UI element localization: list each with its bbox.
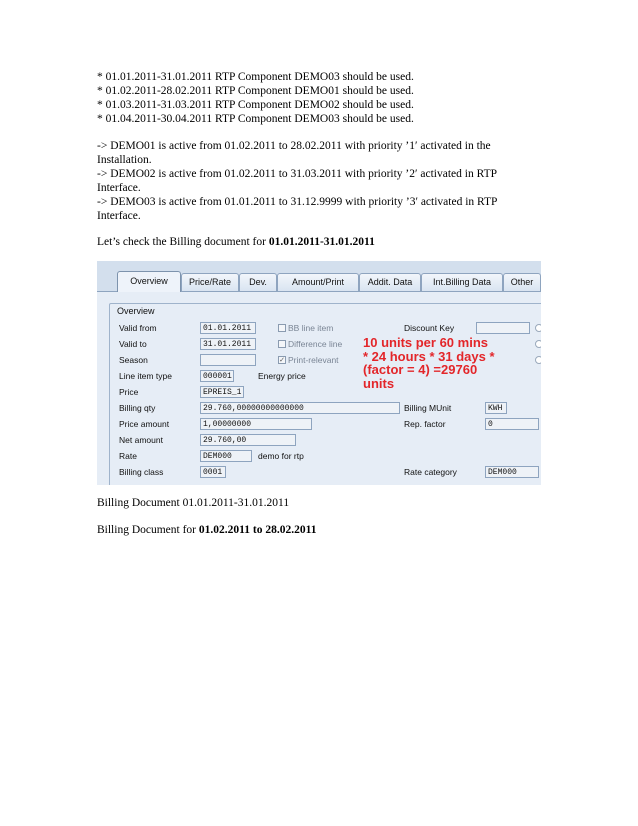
- rule-line-1: * 01.01.2011-31.01.2011 RTP Component DEMO03 should be used.: [97, 71, 414, 83]
- caption-next-period-range: 01.02.2011 to 28.02.2011: [198, 524, 317, 536]
- valid-to-label: Valid to: [119, 339, 147, 349]
- valid-to-field[interactable]: 31.01.2011: [200, 338, 256, 350]
- annotation-line-2: * 24 hours * 31 days *: [363, 348, 495, 364]
- caption-next-period: [97, 524, 316, 538]
- radio-button[interactable]: [535, 324, 541, 332]
- annotation-line-4: units: [363, 375, 395, 391]
- rate-category-field[interactable]: DEM000: [485, 466, 539, 478]
- rule-line-3: * 01.03.2011-31.03.2011 RTP Component DEMO02 should be used.: [97, 99, 414, 111]
- net-amount-label: Net amount: [119, 435, 163, 445]
- bb-line-item-checkbox[interactable]: [278, 324, 286, 332]
- activation-line-4: Interface.: [97, 182, 141, 194]
- activation-line-2: Installation.: [97, 154, 152, 166]
- annotation-line-1: 10 units per 60 mins: [363, 335, 488, 350]
- rate-text: demo for rtp: [258, 451, 304, 461]
- price-amount-field[interactable]: 1,00000000: [200, 418, 312, 430]
- rate-category-label: Rate category: [404, 467, 457, 477]
- season-field[interactable]: [200, 354, 256, 366]
- activation-line-1: -> DEMO01 is active from 01.02.2011 to 28.02.2011 with priority ’1′ activated in the: [97, 140, 491, 152]
- discount-key-label: Discount Key: [404, 323, 455, 333]
- annotation-line-3: (factor = 4) =29760: [363, 362, 478, 377]
- rule-line-4: * 01.04.2011-30.04.2011 RTP Component DEMO03 should be used.: [97, 113, 414, 125]
- caption-next-prefix: Billing Document for: [97, 524, 199, 536]
- tab-addit-data[interactable]: Addit. Data: [359, 273, 421, 291]
- radio-button[interactable]: [535, 340, 541, 348]
- difference-line-checkbox[interactable]: [278, 340, 286, 348]
- bb-line-item-label: BB line item: [288, 323, 334, 333]
- print-relevant-checkbox[interactable]: ✓: [279, 357, 285, 364]
- tab-amount-print[interactable]: Amount/Print: [277, 273, 359, 291]
- rep-factor-label: Rep. factor: [404, 419, 446, 429]
- price-field[interactable]: EPREIS_1: [200, 386, 244, 398]
- billing-munit-label: Billing MUnit: [404, 403, 452, 413]
- tab-dev[interactable]: Dev.: [239, 273, 277, 291]
- tab-price-rate[interactable]: Price/Rate: [181, 273, 239, 291]
- check-period: 01.01.2011-31.01.2011: [268, 236, 375, 248]
- billing-munit-field[interactable]: KWH: [485, 402, 507, 414]
- activation-line-3: -> DEMO02 is active from 01.02.2011 to 31.03.2011 with priority ’2′ activated in RTP: [97, 168, 498, 180]
- line-item-type-text: Energy price: [258, 371, 306, 381]
- billing-qty-label: Billing qty: [119, 403, 156, 413]
- radio-button[interactable]: [535, 356, 541, 364]
- billing-class-field[interactable]: 0001: [200, 466, 226, 478]
- activation-line-6: Interface.: [97, 210, 141, 222]
- sap-billing-screenshot: [97, 261, 541, 485]
- caption-billing-document: Billing Document 01.01.2011-31.01.2011: [97, 497, 290, 509]
- line-item-type-label: Line item type: [119, 371, 172, 381]
- valid-from-field[interactable]: 01.01.2011: [200, 322, 256, 334]
- tab-overview[interactable]: Overview: [117, 271, 181, 292]
- tab-bar: [97, 261, 541, 292]
- season-label: Season: [119, 355, 148, 365]
- tab-other[interactable]: Other: [503, 273, 541, 291]
- activation-line-5: -> DEMO03 is active from 01.01.2011 to 31.12.9999 with priority ’3′ activated in RTP: [97, 196, 498, 208]
- net-amount-field[interactable]: 29.760,00: [200, 434, 296, 446]
- check-prefix: Let’s check the Billing document for: [97, 236, 269, 248]
- calculation-annotation: [363, 336, 495, 390]
- billing-qty-field[interactable]: 29.760,00000000000000: [200, 402, 400, 414]
- rate-label: Rate: [119, 451, 137, 461]
- discount-key-field[interactable]: [476, 322, 530, 334]
- rep-factor-field[interactable]: 0: [485, 418, 539, 430]
- check-line: [97, 236, 375, 250]
- price-amount-label: Price amount: [119, 419, 170, 429]
- billing-class-label: Billing class: [119, 467, 164, 477]
- rate-field[interactable]: DEM000: [200, 450, 252, 462]
- overview-group-title: Overview: [117, 306, 155, 316]
- print-relevant-label: Print-relevant: [288, 355, 339, 365]
- rule-line-2: * 01.02.2011-28.02.2011 RTP Component DEMO01 should be used.: [97, 85, 414, 97]
- valid-from-label: Valid from: [119, 323, 157, 333]
- tab-int-billing-data[interactable]: Int.Billing Data: [421, 273, 503, 291]
- price-label: Price: [119, 387, 139, 397]
- line-item-type-field[interactable]: 000001: [200, 370, 234, 382]
- difference-line-label: Difference line: [288, 339, 343, 349]
